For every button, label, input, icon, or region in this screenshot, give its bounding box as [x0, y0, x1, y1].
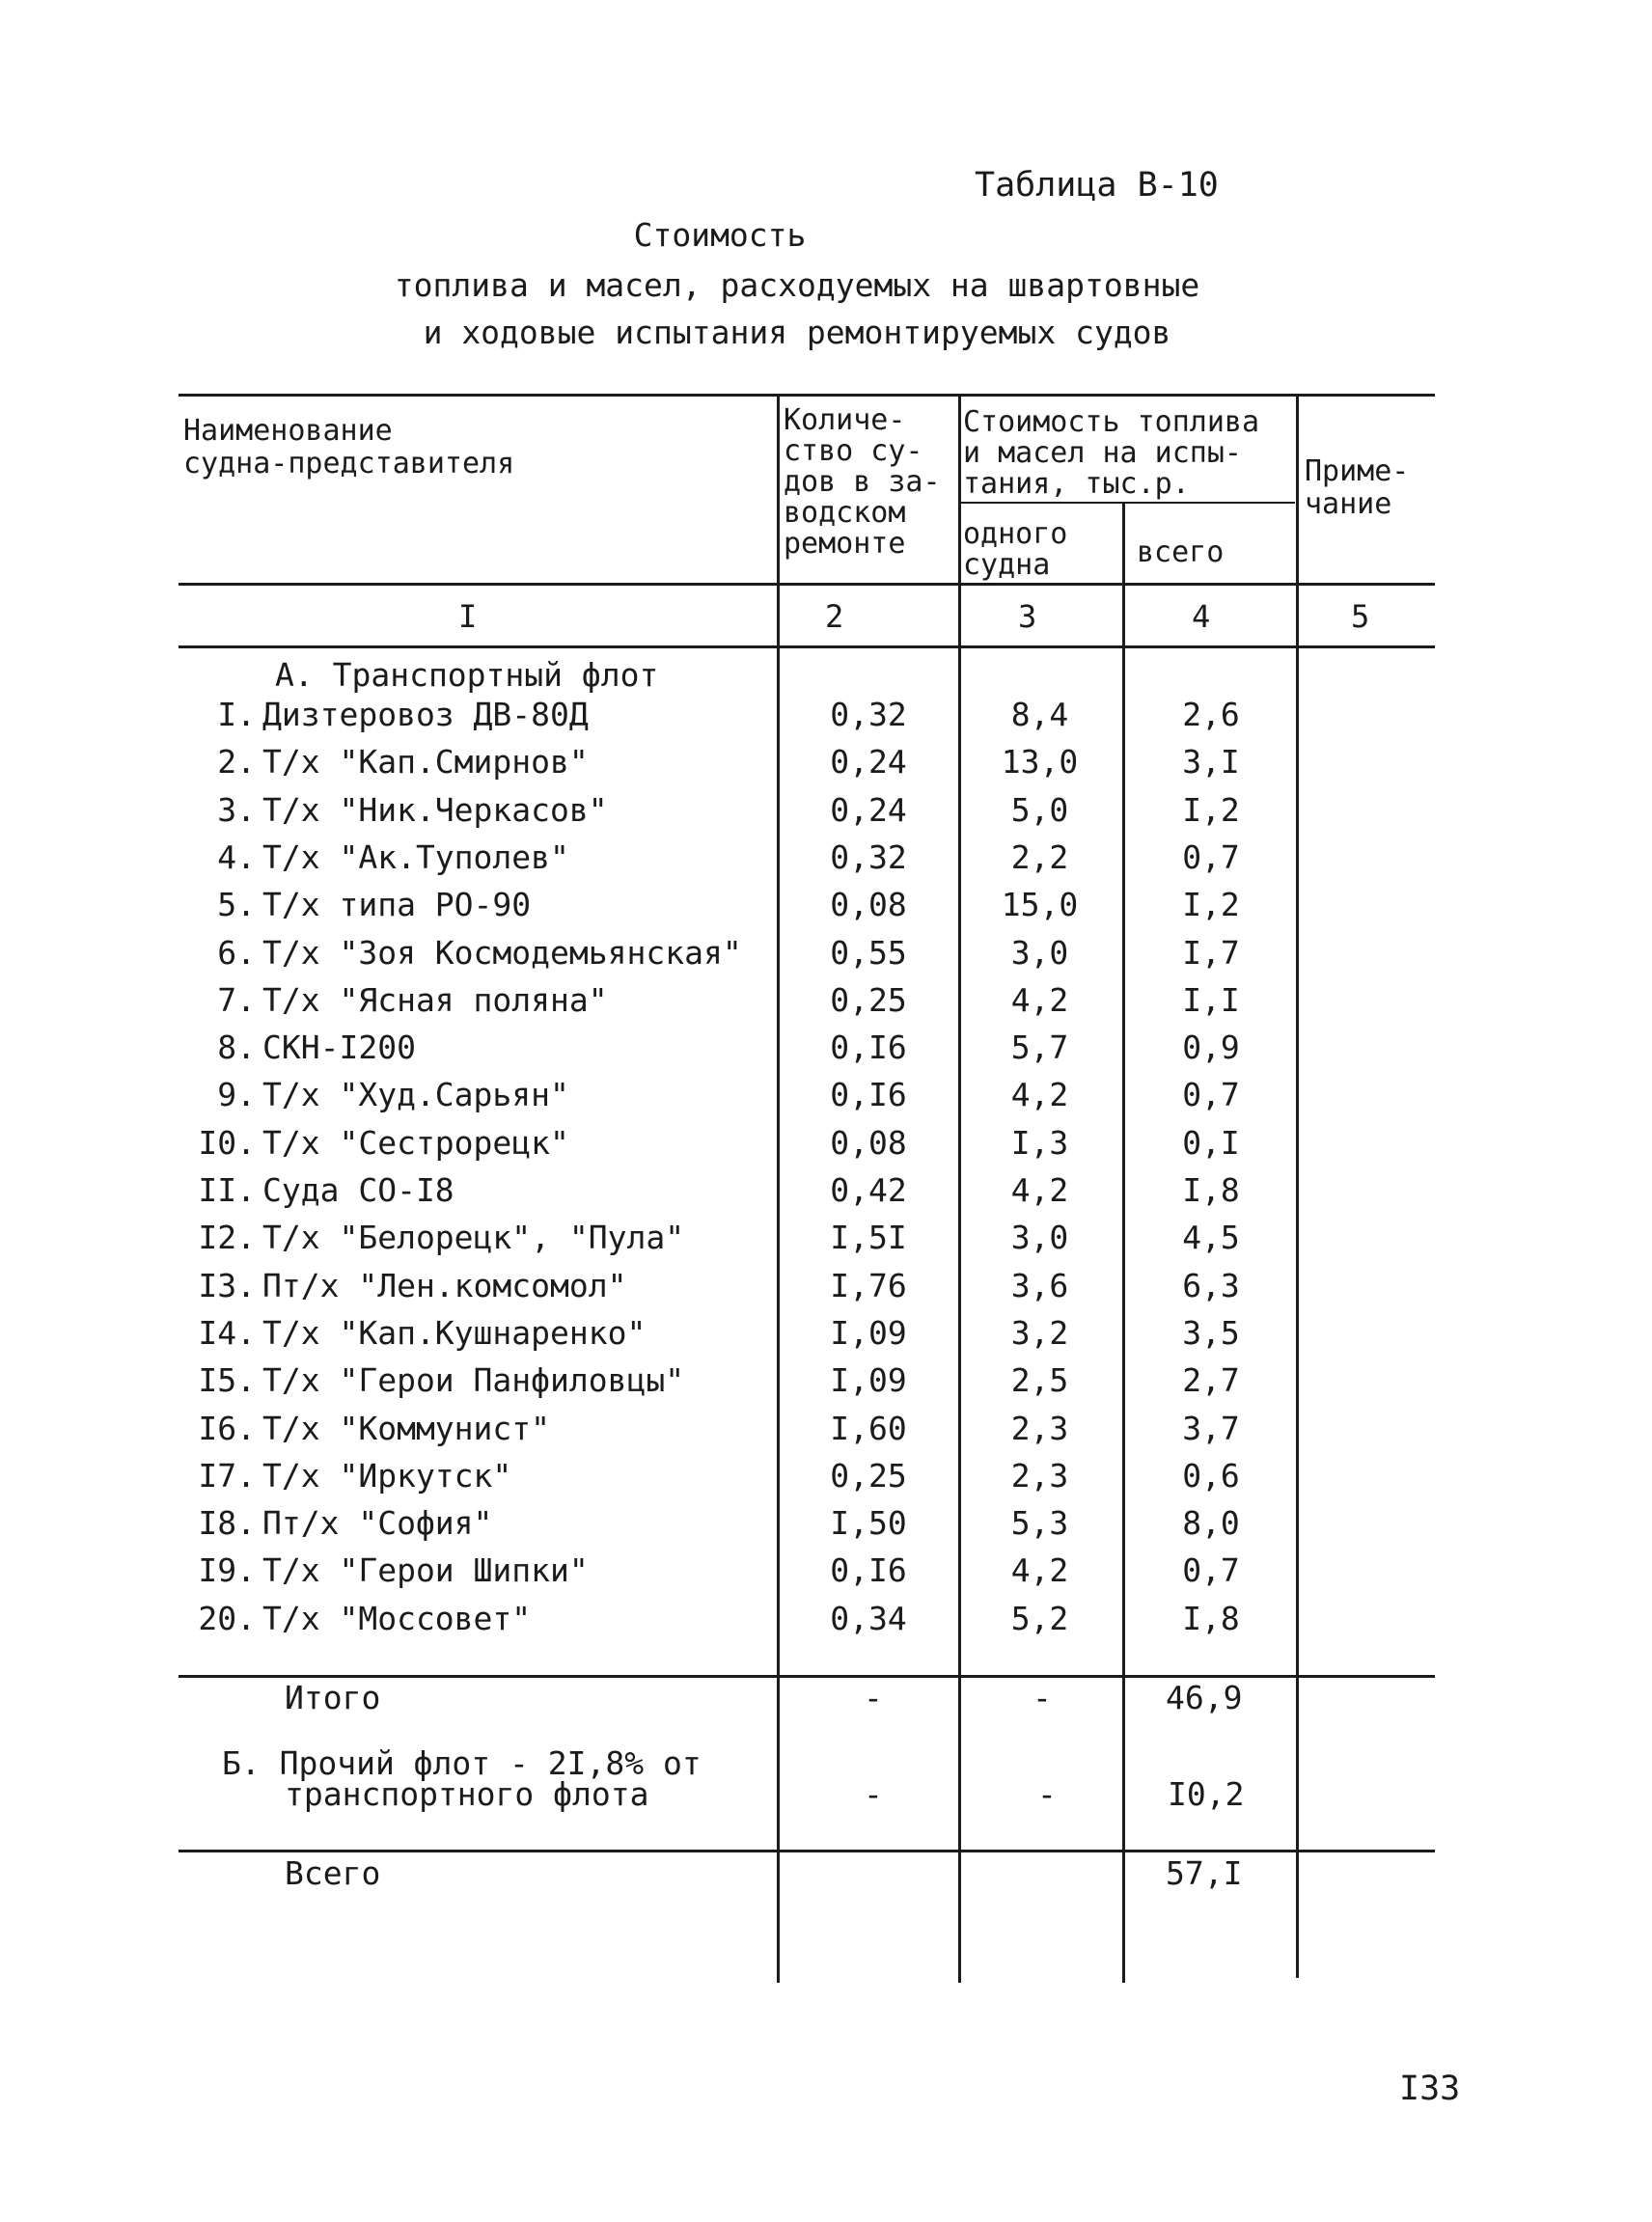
row-number: 6.	[217, 934, 256, 972]
cost-per-vessel: 8,4	[1010, 696, 1069, 733]
itogo-label: Итого	[285, 1679, 381, 1716]
page-number: I33	[1399, 2070, 1461, 2108]
cost-per-vessel: 13,0	[1001, 743, 1079, 781]
qty-in-repair: 0,08	[830, 1124, 907, 1162]
table-row	[0, 1600, 1652, 1646]
cost-per-vessel: 2,3	[1010, 1457, 1069, 1495]
header-col2: Количе- ство су- дов в за- водском ремонте	[784, 403, 941, 561]
qty-in-repair: 0,25	[830, 981, 907, 1019]
qty-in-repair: I,60	[830, 1410, 907, 1447]
itogo-qty: -	[864, 1679, 883, 1716]
vessel-name: Т/х "Белорецк", "Пула"	[262, 1219, 685, 1256]
vsego-label: Всего	[285, 1854, 381, 1892]
vessel-name: Т/х "Кап.Смирнов"	[262, 743, 589, 781]
vsego-total: 57,I	[1166, 1854, 1243, 1892]
qty-in-repair: I,50	[830, 1504, 907, 1542]
table-row	[0, 743, 1652, 789]
vessel-name: Т/х "Иркутск"	[262, 1457, 512, 1495]
vessel-name: Пт/х "София"	[262, 1504, 493, 1542]
vessel-name: Т/х "Кап.Кушнаренко"	[262, 1314, 647, 1352]
cost-per-vessel: 3,0	[1010, 1219, 1069, 1256]
row-number: 8.	[217, 1029, 256, 1066]
cost-total: 3,5	[1182, 1314, 1240, 1352]
table-row	[0, 1124, 1652, 1170]
qty-in-repair: I,76	[830, 1267, 907, 1304]
vessel-name: Т/х "Герои Панфиловцы"	[262, 1361, 685, 1399]
cost-total: 0,9	[1182, 1029, 1240, 1066]
table-label: Таблица В-10	[975, 166, 1219, 205]
cost-total: 0,6	[1182, 1457, 1240, 1495]
cost-per-vessel: 2,3	[1010, 1410, 1069, 1447]
column-number-1: I	[458, 598, 478, 635]
cost-per-vessel: 15,0	[1001, 886, 1079, 923]
column-number-2: 2	[825, 598, 844, 635]
cost-per-vessel: 4,2	[1010, 1551, 1069, 1589]
table-row	[0, 838, 1652, 885]
qty-in-repair: 0,25	[830, 1457, 907, 1495]
cost-total: 8,0	[1182, 1504, 1240, 1542]
cost-total: 0,I	[1182, 1124, 1240, 1162]
cost-per-vessel: 2,2	[1010, 838, 1069, 876]
body-bottom-rule	[179, 1675, 1435, 1678]
table-row	[0, 791, 1652, 837]
cost-total: 2,7	[1182, 1361, 1240, 1399]
cost-total: 2,6	[1182, 696, 1240, 733]
cost-total: 6,3	[1182, 1267, 1240, 1304]
row-number: 2.	[217, 743, 256, 781]
cost-per-vessel: 5,7	[1010, 1029, 1069, 1066]
row-number: 3.	[217, 791, 256, 829]
table-row	[0, 1361, 1652, 1408]
header-col1: Наименование судна-представителя	[183, 414, 515, 480]
qty-in-repair: 0,42	[830, 1171, 907, 1209]
vessel-name: Пт/х "Лен.комсомол"	[262, 1267, 627, 1304]
cost-total: 3,I	[1182, 743, 1240, 781]
vessel-name: Суда СО-I8	[262, 1171, 454, 1209]
row-number: I0.	[198, 1124, 256, 1162]
total-top-rule	[179, 1850, 1435, 1852]
row-number: I2.	[198, 1219, 256, 1256]
table-row	[0, 981, 1652, 1028]
header-bottom-rule	[179, 583, 1435, 586]
row-number: I7.	[198, 1457, 256, 1495]
vessel-name: Т/х типа РО-90	[262, 886, 532, 923]
column-number-5: 5	[1351, 598, 1370, 635]
cost-total: I,7	[1182, 934, 1240, 972]
qty-in-repair: 0,I6	[830, 1076, 907, 1113]
title-line-2: топлива и масел, расходуемых на швартовные	[394, 266, 1200, 304]
qty-in-repair: I,5I	[830, 1219, 907, 1256]
cost-total: I,8	[1182, 1600, 1240, 1637]
section-b-total: I0,2	[1168, 1775, 1245, 1813]
title-line-3: и ходовые испытания ремонтируемых судов	[423, 314, 1171, 351]
cost-total: 0,7	[1182, 1551, 1240, 1589]
cost-per-vessel: 4,2	[1010, 1076, 1069, 1113]
section-b-qty: -	[864, 1775, 883, 1813]
table-row	[0, 1029, 1652, 1075]
cost-per-vessel: 4,2	[1010, 1171, 1069, 1209]
vessel-name: Т/х "Худ.Сарьян"	[262, 1076, 569, 1113]
cost-per-vessel: 2,5	[1010, 1361, 1069, 1399]
itogo-total: 46,9	[1166, 1679, 1243, 1716]
vessel-name: Т/х "Ясная поляна"	[262, 981, 608, 1019]
qty-in-repair: I,09	[830, 1361, 907, 1399]
section-b-label-1: Б. Прочий флот - 2I,8% от	[222, 1744, 702, 1782]
cost-total: 0,7	[1182, 1076, 1240, 1113]
table-row	[0, 1219, 1652, 1265]
cost-per-vessel: 5,3	[1010, 1504, 1069, 1542]
row-number: 4.	[217, 838, 256, 876]
qty-in-repair: 0,32	[830, 838, 907, 876]
row-number: I4.	[198, 1314, 256, 1352]
group-header-underline	[960, 502, 1295, 504]
section-a-title: А. Транспортный флот	[275, 656, 659, 694]
qty-in-repair: 0,32	[830, 696, 907, 733]
table-row	[0, 696, 1652, 742]
table-row	[0, 1171, 1652, 1218]
section-b-label-2: транспортного флота	[285, 1775, 649, 1813]
vessel-name: Т/х "Сестрорецк"	[262, 1124, 569, 1162]
table-row	[0, 1410, 1652, 1456]
vessel-name: Т/х "Ак.Туполев"	[262, 838, 569, 876]
qty-in-repair: 0,24	[830, 791, 907, 829]
cost-per-vessel: 3,6	[1010, 1267, 1069, 1304]
header-col5: Приме- чание	[1305, 454, 1410, 521]
row-number: I6.	[198, 1410, 256, 1447]
cost-per-vessel: 3,0	[1010, 934, 1069, 972]
row-number: I5.	[198, 1361, 256, 1399]
column-number-3: 3	[1018, 598, 1037, 635]
qty-in-repair: 0,08	[830, 886, 907, 923]
cost-per-vessel: 3,2	[1010, 1314, 1069, 1352]
cost-per-vessel: 5,0	[1010, 791, 1069, 829]
header-col4: всего	[1137, 535, 1225, 569]
qty-in-repair: 0,I6	[830, 1029, 907, 1066]
cost-total: I,8	[1182, 1171, 1240, 1209]
table-row	[0, 1551, 1652, 1598]
row-number: 20.	[198, 1600, 256, 1637]
section-b-one: -	[1037, 1775, 1057, 1813]
table-row	[0, 886, 1652, 932]
row-number: 9.	[217, 1076, 256, 1113]
cost-per-vessel: 4,2	[1010, 981, 1069, 1019]
cost-total: I,2	[1182, 886, 1240, 923]
table-row	[0, 1267, 1652, 1313]
vessel-name: Т/х "Коммунист"	[262, 1410, 551, 1447]
qty-in-repair: 0,I6	[830, 1551, 907, 1589]
header-col3: одного судна	[963, 517, 1068, 582]
cost-total: I,I	[1182, 981, 1240, 1019]
cost-total: I,2	[1182, 791, 1240, 829]
row-number: I9.	[198, 1551, 256, 1589]
vessel-name: Т/х "Ник.Черкасов"	[262, 791, 608, 829]
row-number: 5.	[217, 886, 256, 923]
row-number: I8.	[198, 1504, 256, 1542]
header-col34-group: Стоимость топлива и масел на испы- тания, тыс.р.	[963, 405, 1260, 501]
vessel-name: Дизтеровоз ДВ-80Д	[262, 696, 589, 733]
row-number: II.	[198, 1171, 256, 1209]
table-row	[0, 1314, 1652, 1360]
itogo-one: -	[1032, 1679, 1052, 1716]
row-number: I3.	[198, 1267, 256, 1304]
qty-in-repair: 0,24	[830, 743, 907, 781]
row-number: 7.	[217, 981, 256, 1019]
numbers-bottom-rule	[179, 645, 1435, 648]
cost-total: 0,7	[1182, 838, 1240, 876]
cost-per-vessel: 5,2	[1010, 1600, 1069, 1637]
title-line-1: Стоимость	[633, 216, 807, 254]
cost-total: 4,5	[1182, 1219, 1240, 1256]
table-row	[0, 1457, 1652, 1503]
vessel-name: Т/х "Зоя Космодемьянская"	[262, 934, 742, 972]
qty-in-repair: I,09	[830, 1314, 907, 1352]
qty-in-repair: 0,55	[830, 934, 907, 972]
qty-in-repair: 0,34	[830, 1600, 907, 1637]
vessel-name: Т/х "Герои Шипки"	[262, 1551, 589, 1589]
table-row	[0, 1504, 1652, 1550]
table-row	[0, 1076, 1652, 1122]
vessel-name: СКН-I200	[262, 1029, 416, 1066]
cost-per-vessel: I,3	[1010, 1124, 1069, 1162]
vessel-name: Т/х "Моссовет"	[262, 1600, 532, 1637]
table-row	[0, 934, 1652, 980]
column-number-4: 4	[1192, 598, 1211, 635]
cost-total: 3,7	[1182, 1410, 1240, 1447]
row-number: I.	[217, 696, 256, 733]
table-top-rule	[179, 394, 1435, 397]
